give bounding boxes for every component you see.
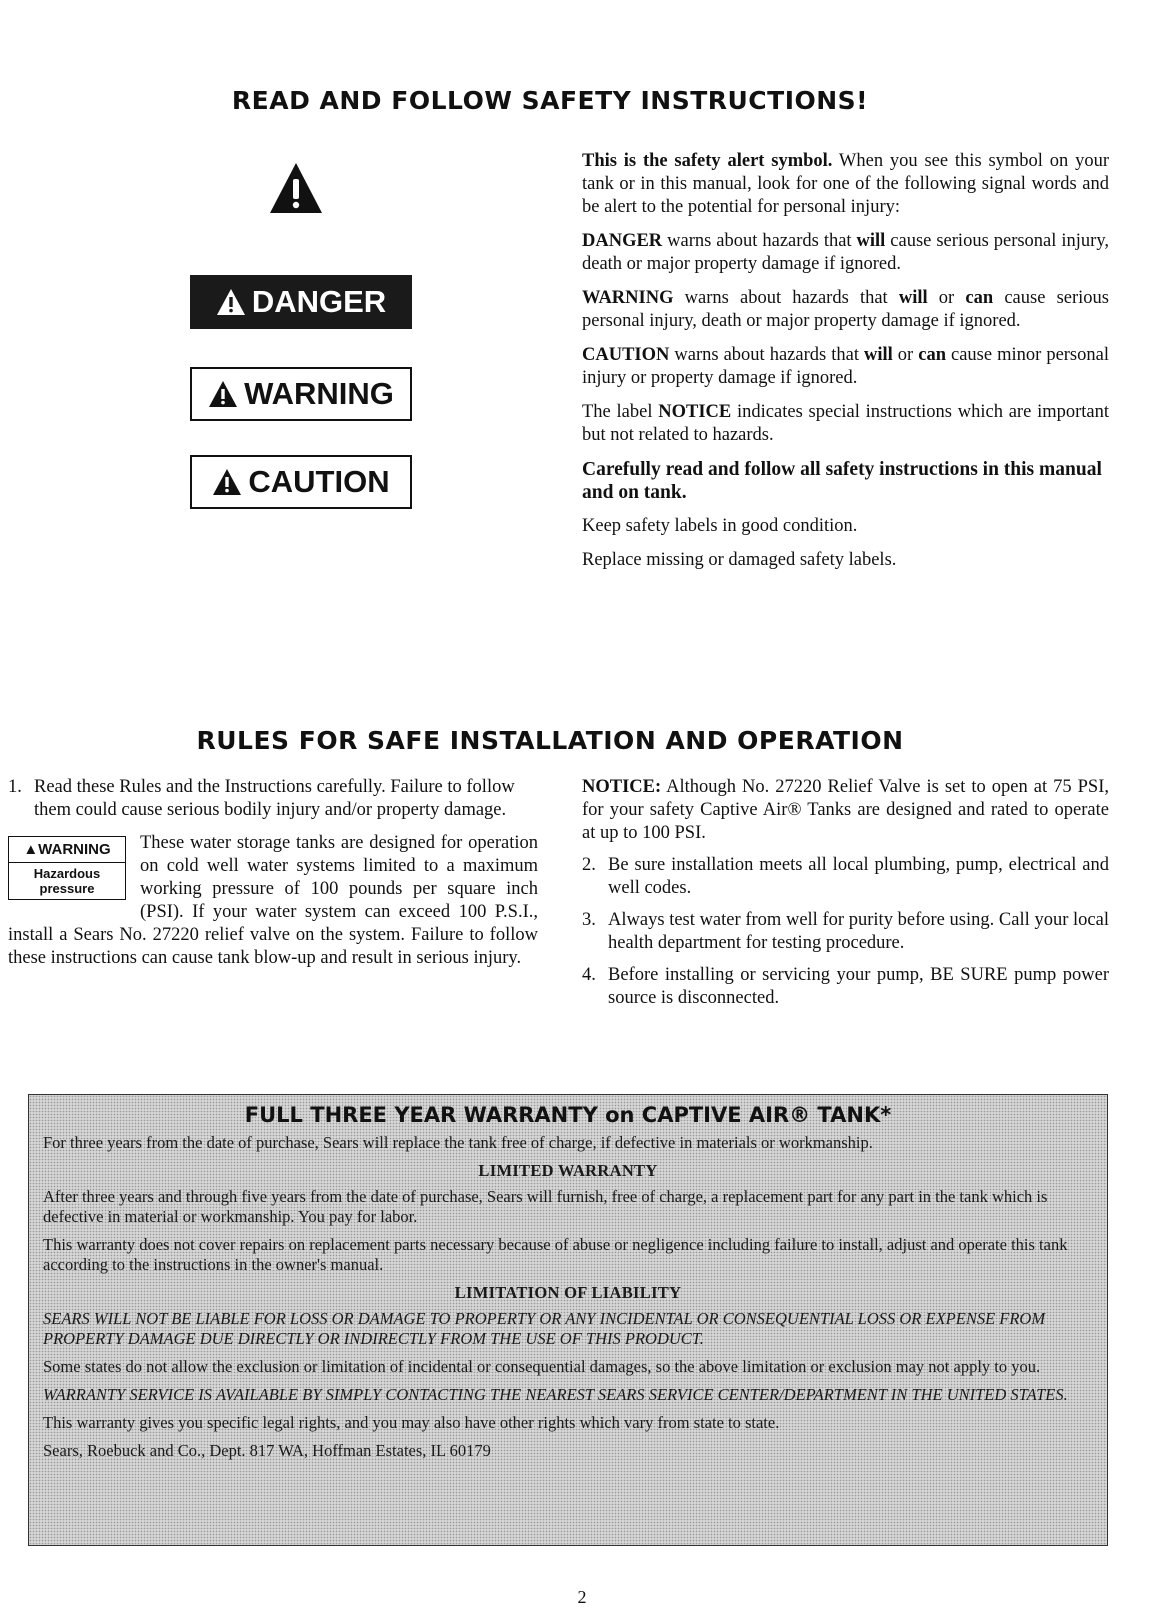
warranty-paragraph: For three years from the date of purchase, Sears will replace the tank free of charge, if defective in materials or workmanship. — [43, 1133, 873, 1152]
replace-labels-note: Replace missing or damaged safety labels. — [582, 550, 897, 570]
rule-number: 1. — [8, 777, 22, 797]
rules-heading: RULES FOR SAFE INSTALLATION AND OPERATION — [196, 726, 904, 755]
warning-label — [190, 367, 412, 421]
warranty-paragraph: SEARS WILL NOT BE LIABLE FOR LOSS OR DAMAGE TO PROPERTY OR ANY INCIDENTAL OR CONSEQUENTIAL LOSS OR EXPENSE FROM PROPERTY DAMAGE DUE DIRECTLY OR INDIRECTLY FROM THE USE OF THIS PRODUCT. — [43, 1309, 1046, 1348]
rule-text: Always test water from well for purity before using. Call your local health department for testing procedure. — [608, 910, 1109, 953]
mini-warning-header: ▲WARNING — [9, 837, 125, 863]
warranty-paragraph: After three years and through five years from the date of purchase, Sears will furnish, free of charge, a replacement part for any part in the tank which is defective in material or workmanship. You pay for labor. — [43, 1187, 1048, 1226]
hazardous-pressure-label — [8, 836, 126, 900]
keep-labels-note: Keep safety labels in good condition. — [582, 516, 858, 536]
pressure-warning-text: These water storage tanks are designed for operation on cold well water systems limited to a maximum working pressure of 100 pounds per square inch (PSI). If your water system can exceed 100 P.S.I., install a Sears No. 27220 relief valve on the system. Failure to follow these instructions can cause tank blow-up and result in serious injury. — [8, 833, 538, 968]
warranty-paragraph: This warranty does not cover repairs on replacement parts necessary because of abuse or negligence including failure to install, adjust and operate this tank according to the instructions in the owner's manual. — [43, 1235, 1068, 1274]
safety-alert-triangle-icon — [216, 288, 246, 316]
rule-number: 4. — [582, 965, 596, 985]
warranty-box — [28, 1094, 1108, 1546]
notice-explanation: The label NOTICE indicates special instructions which are important but not related to hazards. — [582, 402, 1110, 445]
page-number: 2 — [577, 1587, 587, 1607]
rules-notice: NOTICE: Although No. 27220 Relief Valve is set to open at 75 PSI, for your safety Captive Air® Tanks are designed and rated to operate at up to 100 PSI. — [582, 777, 1109, 843]
safety-intro: This is the safety alert symbol. When you see this symbol on your tank or in this manual, look for one of the following signal words and be alert to the potential for personal injury: — [582, 151, 1109, 217]
limited-warranty-heading: LIMITED WARRANTY — [478, 1161, 658, 1180]
rule-number: 3. — [582, 910, 596, 930]
rule-item-4 — [582, 964, 1109, 1010]
warranty-address: Sears, Roebuck and Co., Dept. 817 WA, Hoffman Estates, IL 60179 — [43, 1441, 491, 1460]
warranty-paragraph: This warranty gives you specific legal rights, and you may also have other rights which vary from state to state. — [43, 1413, 780, 1432]
warning-label-text: WARNING — [244, 376, 394, 411]
caution-explanation: CAUTION warns about hazards that will or can cause minor personal injury or property damage if ignored. — [582, 345, 1109, 388]
warranty-paragraph: Some states do not allow the exclusion or limitation of incidental or consequential damages, so the above limitation or exclusion may not apply to you. — [43, 1357, 1041, 1376]
rule-text: Read these Rules and the Instructions carefully. Failure to follow them could cause serious bodily injury and/or property damage. — [34, 777, 515, 820]
rule-item-3 — [582, 909, 1109, 955]
safety-alert-triangle-icon — [208, 380, 238, 408]
rule-item-2 — [582, 854, 1109, 900]
danger-explanation: DANGER warns about hazards that will cause serious personal injury, death or major property damage if ignored. — [582, 231, 1109, 274]
rule-text: Be sure installation meets all local plumbing, pump, electrical and well codes. — [608, 855, 1109, 898]
rule-text: Before installing or servicing your pump, BE SURE pump power source is disconnected. — [608, 965, 1109, 1008]
caution-label — [190, 455, 412, 509]
limitation-of-liability-heading: LIMITATION OF LIABILITY — [454, 1283, 682, 1302]
warranty-title: FULL THREE YEAR WARRANTY on CAPTIVE AIR® TANK* — [244, 1103, 892, 1127]
safety-alert-triangle-icon — [212, 468, 242, 496]
caution-label-text: CAUTION — [248, 464, 390, 499]
safety-heading: READ AND FOLLOW SAFETY INSTRUCTIONS! — [231, 86, 869, 115]
danger-label-text: DANGER — [251, 284, 387, 319]
rule-number: 2. — [582, 855, 596, 875]
mini-warning-body: Hazardous pressure — [33, 866, 101, 896]
warranty-paragraph: WARRANTY SERVICE IS AVAILABLE BY SIMPLY CONTACTING THE NEAREST SEARS SERVICE CENTER/DEPARTMENT IN THE UNITED STATES. — [43, 1385, 1068, 1404]
safety-explanations — [582, 150, 1109, 583]
rule-item-1 — [8, 776, 538, 822]
rules-left-column — [8, 776, 538, 970]
carefully-read-note: Carefully read and follow all safety instructions in this manual and on tank. — [582, 459, 1102, 503]
safety-alert-triangle-icon: ▲ — [23, 841, 39, 858]
safety-alert-triangle-icon — [268, 160, 324, 216]
danger-label — [190, 275, 412, 329]
warning-explanation: WARNING warns about hazards that will or can cause serious personal injury, death or major property damage if ignored. — [582, 288, 1109, 331]
rules-right-column — [582, 776, 1109, 1010]
pressure-warning-block — [8, 832, 538, 970]
